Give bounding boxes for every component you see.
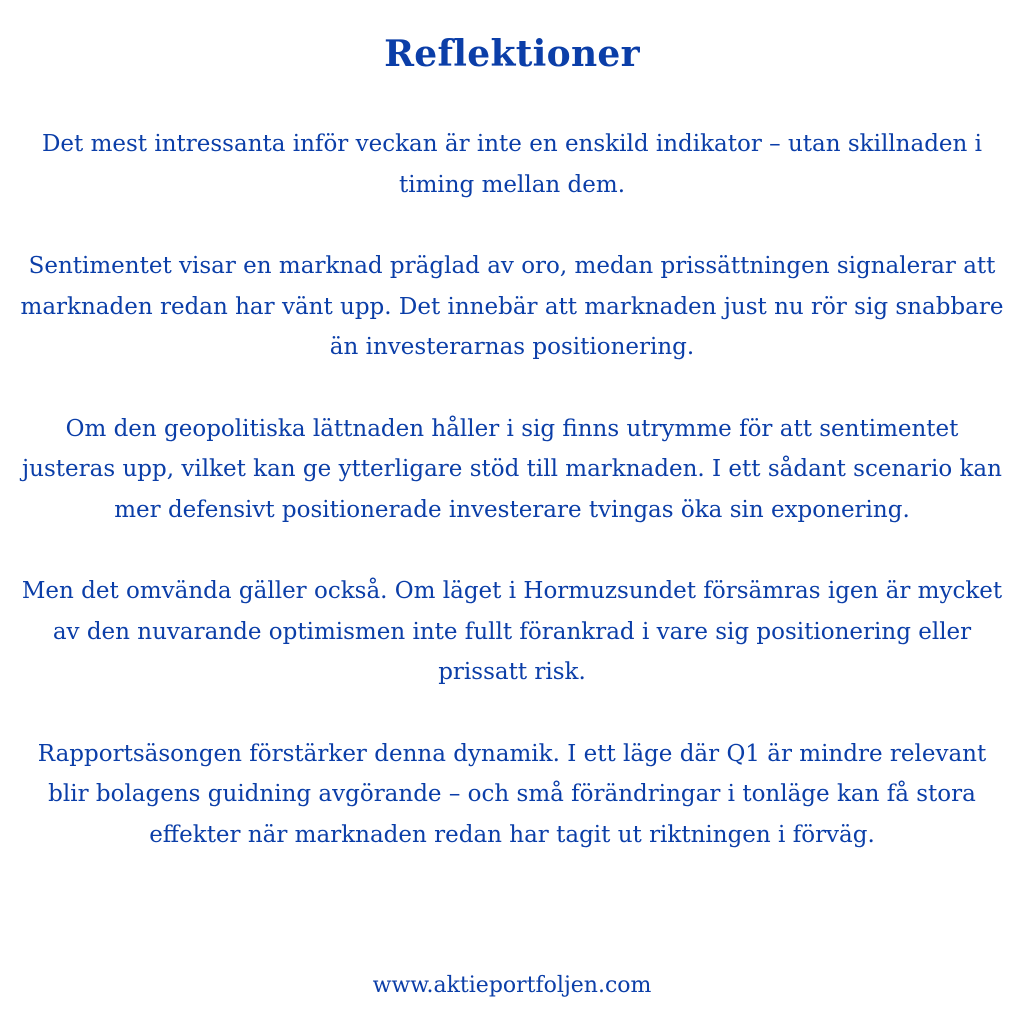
paragraph-risk: Men det omvända gäller också. Om läget i Hormuzsundet försämras igen är mycket av den nuvarande optimismen inte fullt förankrad i vare sig positionering eller prissatt risk. <box>21 578 1003 685</box>
article-body <box>20 124 1004 855</box>
paragraph-geopolitics: Om den geopolitiska lättnaden håller i sig finns utrymme för att sentimentet justeras upp, vilket kan ge ytterligare stöd till marknaden. I ett sådant scenario kan mer defensivt positionerade investerare tvingas öka sin exponering. <box>22 415 1002 523</box>
paragraph-sentiment: Sentimentet visar en marknad präglad av oro, medan prissättningen signalerar att marknaden redan har vänt upp. Det innebär att marknaden just nu rör sig snabbare än investerarnas positionering. <box>20 253 1004 360</box>
page-title: Reflektioner <box>384 33 640 75</box>
website-url: www.aktieportfoljen.com <box>372 973 652 998</box>
paragraph-intro: Det mest intressanta inför veckan är inte en enskild indikator – utan skillnaden i timing mellan dem. <box>41 131 983 198</box>
paragraph-earnings: Rapportsäsongen förstärker denna dynamik. I ett läge där Q1 är mindre relevant blir bolagens guidning avgörande – och små förändringar i tonläge kan få stora effekter när marknaden redan har tagit ut riktningen i förväg. <box>37 740 987 848</box>
